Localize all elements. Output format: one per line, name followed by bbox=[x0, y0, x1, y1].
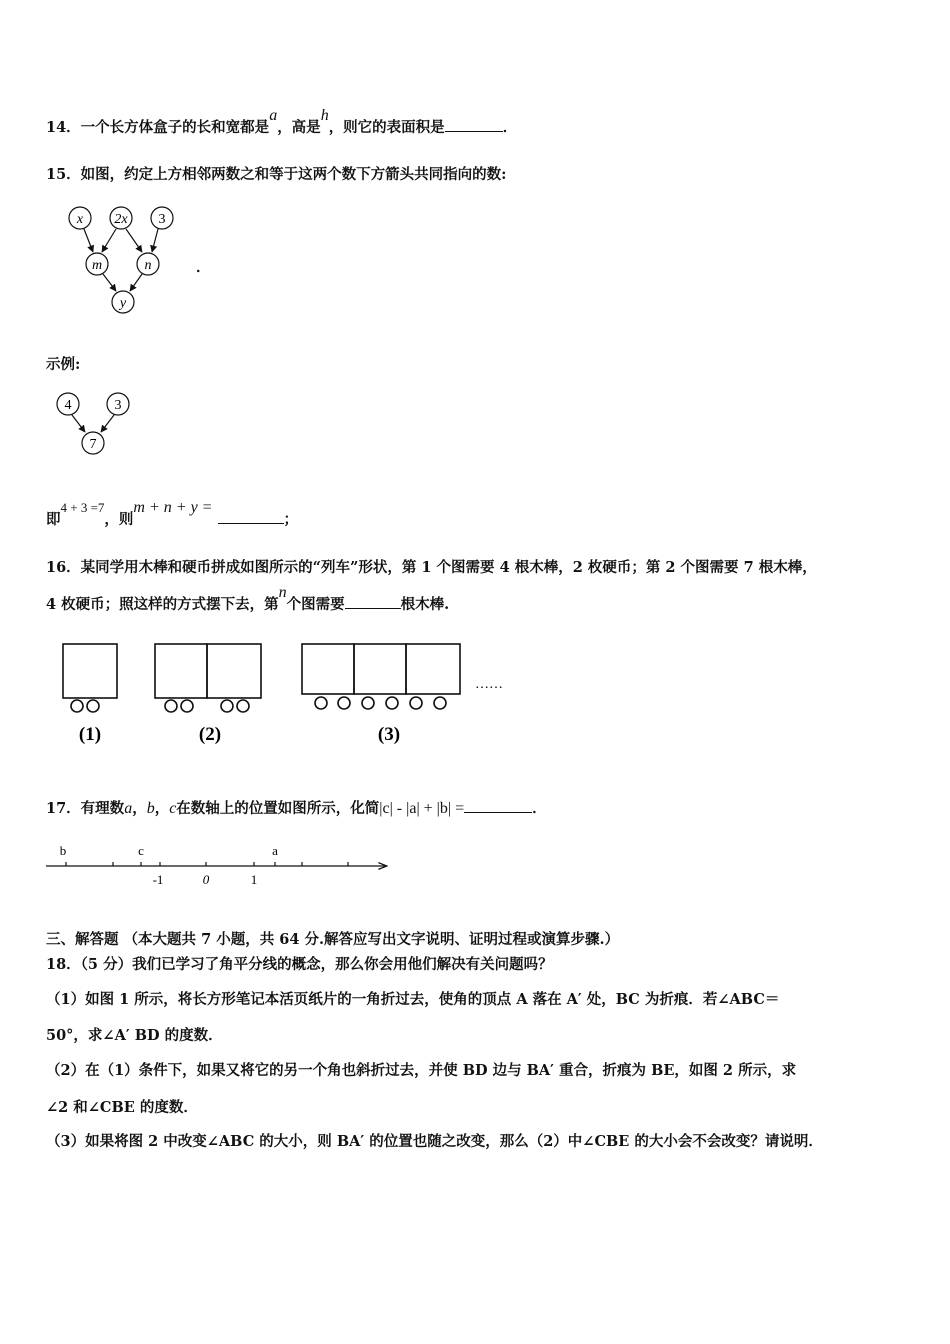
q15-prefix: 即 bbox=[46, 511, 61, 528]
axis-point-label-b: b bbox=[59, 843, 67, 858]
q16-coin bbox=[338, 697, 350, 709]
q15-node-label: 3 bbox=[158, 212, 166, 227]
axis-point-label-a: a bbox=[272, 843, 278, 858]
q15-answer-line bbox=[46, 499, 299, 529]
q16-coin bbox=[181, 700, 193, 712]
q14-prefix: 14．一个长方体盒子的长和宽都是 bbox=[46, 119, 270, 136]
question-15-text: 15．如图，约定上方相邻两数之和等于这两个数下方箭头共同指向的数: bbox=[46, 166, 507, 183]
q15-node-label: x bbox=[76, 212, 84, 227]
arrow bbox=[84, 229, 93, 252]
q16-coin bbox=[71, 700, 83, 712]
q18-part1-line2: 50°，求∠A′ BD 的度数． bbox=[46, 1027, 223, 1044]
q16-line2 bbox=[46, 584, 450, 614]
q16-coin bbox=[87, 700, 99, 712]
q17-var-b: b bbox=[146, 800, 155, 817]
q15-end: ； bbox=[283, 511, 299, 528]
q15-example-diagram bbox=[50, 390, 140, 460]
q16-train-figure bbox=[55, 640, 535, 750]
q14-var-h: h bbox=[320, 107, 329, 124]
arrow bbox=[103, 274, 116, 291]
q16-ellipsis: …… bbox=[475, 677, 503, 692]
axis-tick-label: 0 bbox=[202, 872, 210, 887]
q16-car bbox=[207, 644, 261, 698]
q15-example-label: 7 bbox=[89, 437, 97, 452]
axis-point-label-c: c bbox=[138, 843, 144, 858]
q14-mid: ，高是 bbox=[277, 119, 321, 136]
q15-then: ，则 bbox=[104, 511, 134, 528]
q16-line2-end: 根木棒. bbox=[400, 596, 450, 613]
q16-label-1: (1) bbox=[78, 724, 102, 745]
q15-node-label: m bbox=[91, 258, 103, 273]
q17-sep: ， bbox=[132, 800, 147, 817]
q17-answer-blank bbox=[464, 811, 532, 813]
q15-example-label: 示例: bbox=[46, 356, 81, 373]
q18-part2-line2: ∠2 和∠CBE 的度数． bbox=[46, 1099, 198, 1116]
axis-tick-label: 1 bbox=[250, 872, 258, 887]
arrow bbox=[130, 274, 142, 291]
q16-line1: 16．某同学用木棒和硬币拼成如图所示的“列车”形状，第 1 个图需要 4 根木棒，2 枚硬币；第 2 个图需要 7 根木棒， bbox=[46, 559, 817, 576]
q17-mid: 在数轴上的位置如图所示，化简 bbox=[176, 800, 380, 817]
q16-label-2: (2) bbox=[198, 724, 222, 745]
q16-coin bbox=[386, 697, 398, 709]
arrow bbox=[102, 229, 116, 252]
q16-coin bbox=[315, 697, 327, 709]
q16-coin bbox=[410, 697, 422, 709]
q15-expr2: m + n + y = bbox=[133, 499, 213, 516]
q17-var-a: a bbox=[124, 800, 133, 817]
q16-car bbox=[406, 644, 460, 694]
arrow bbox=[72, 415, 85, 432]
q17-number-line bbox=[40, 840, 400, 890]
q16-label-3: (3) bbox=[377, 724, 401, 745]
q18-part3: （3）如果将图 2 中改变∠ABC 的大小，则 BA′ 的位置也随之改变，那么（2）中∠CBE 的大小会不会改变？请说明． bbox=[46, 1133, 823, 1150]
q14-var-a: a bbox=[269, 107, 278, 124]
q15-example-label: 3 bbox=[114, 398, 122, 413]
q15-node-label: n bbox=[144, 258, 152, 273]
q18-part1-line1: （1）如图 1 所示，将长方形笔记本活页纸片的一角折过去，使角的顶点 A 落在 A′ 处，BC 为折痕．若∠ABC＝ bbox=[46, 991, 780, 1008]
q14-suffix: ，则它的表面积是 bbox=[328, 119, 445, 136]
q17-end: ． bbox=[532, 800, 547, 817]
q16-car bbox=[302, 644, 354, 694]
q16-line2-mid: 个图需要 bbox=[286, 596, 345, 613]
q18-part2-line1: （2）在（1）条件下，如果又将它的另一个角也斜折过去，并使 BD 边与 BA′ 重合，折痕为 BE，如图 2 所示，求 bbox=[46, 1062, 797, 1079]
q17-expr: |c| - |a| + |b| = bbox=[379, 800, 465, 817]
q17-prefix: 17．有理数 bbox=[46, 800, 125, 817]
q15-answer-blank bbox=[218, 522, 284, 524]
q16-coin bbox=[434, 697, 446, 709]
arrow bbox=[101, 415, 114, 432]
q18-title: 18．（5 分）我们已学习了角平分线的概念，那么你会用他们解决有关问题吗？ bbox=[46, 956, 553, 973]
q15-dot: ． bbox=[196, 259, 211, 276]
q16-coin bbox=[165, 700, 177, 712]
arrow bbox=[126, 229, 142, 252]
section-3-heading: 三、解答题 （本大题共 7 小题，共 64 分.解答应写出文字说明、证明过程或演算步骤.） bbox=[46, 931, 620, 948]
question-17 bbox=[46, 797, 547, 818]
q16-var-n: n bbox=[278, 584, 287, 601]
q16-coin bbox=[237, 700, 249, 712]
q16-coin bbox=[221, 700, 233, 712]
q14-end: ． bbox=[502, 119, 518, 136]
q16-car bbox=[354, 644, 406, 694]
q14-answer-blank bbox=[445, 130, 503, 132]
q17-var-c: c bbox=[169, 800, 177, 817]
question-14 bbox=[46, 107, 518, 137]
arrow bbox=[152, 229, 158, 252]
q15-node-label: y bbox=[119, 296, 127, 311]
q16-car bbox=[63, 644, 117, 698]
q15-example-label: 4 bbox=[64, 398, 72, 413]
q16-line2-prefix: 4 枚硬币；照这样的方式摆下去，第 bbox=[46, 596, 279, 613]
q16-coin bbox=[362, 697, 374, 709]
q16-answer-blank bbox=[345, 607, 401, 609]
q15-expr1: 4 + 3 =7 bbox=[60, 500, 105, 515]
axis-tick-label: -1 bbox=[152, 872, 164, 887]
q17-sep: ， bbox=[154, 800, 170, 817]
q15-node-label: 2x bbox=[114, 212, 128, 227]
q16-car bbox=[155, 644, 207, 698]
